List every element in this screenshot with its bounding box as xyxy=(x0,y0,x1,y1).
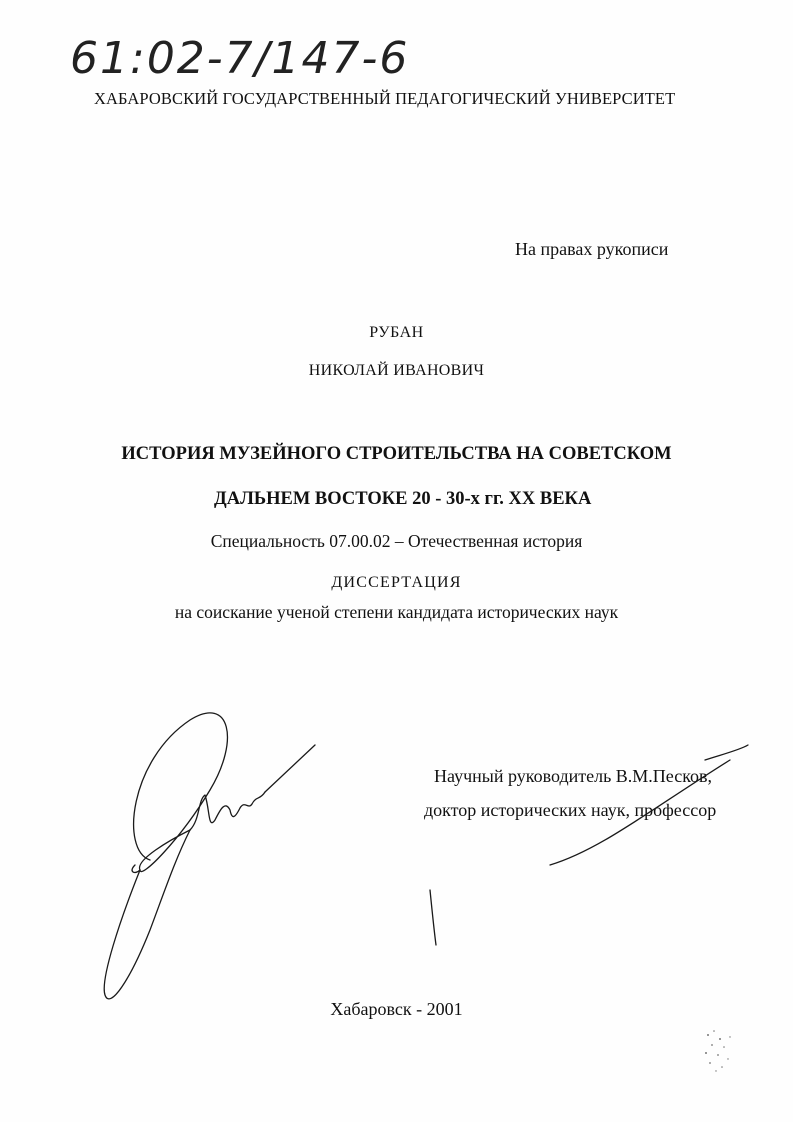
work-type-label: ДИССЕРТАЦИЯ xyxy=(331,574,462,591)
specialty-line: Специальность 07.00.02 – Отечественная история xyxy=(210,531,583,551)
dissertation-title-line-1: ИСТОРИЯ МУЗЕЙНОГО СТРОИТЕЛЬСТВА НА СОВЕТСКОМ xyxy=(121,444,672,464)
stamp-speckle-mark xyxy=(700,1025,740,1075)
author-name: НИКОЛАЙ ИВАНОВИЧ xyxy=(308,362,485,379)
handwritten-archive-code xyxy=(70,28,490,88)
handwritten-code-text: 61:02-7/147-6 xyxy=(70,33,410,84)
university-name: ХАБАРОВСКИЙ ГОСУДАРСТВЕННЫЙ ПЕДАГОГИЧЕСКИЙ УНИВЕРСИТЕТ xyxy=(94,89,676,108)
advisor-degree-line: доктор исторических наук, профессор xyxy=(424,800,717,820)
author-surname: РУБАН xyxy=(369,324,424,341)
city-year: Хабаровск - 2001 xyxy=(330,999,463,1019)
degree-line: на соискание ученой степени кандидата исторических наук xyxy=(174,602,619,622)
handwritten-signature xyxy=(80,700,780,1020)
dissertation-title-line-2: ДАЛЬНЕМ ВОСТОКЕ 20 - 30-х гг. XX ВЕКА xyxy=(214,489,592,509)
manuscript-rights-note: На правах рукописи xyxy=(515,239,669,259)
advisor-line: Научный руководитель В.М.Песков, xyxy=(434,766,713,786)
